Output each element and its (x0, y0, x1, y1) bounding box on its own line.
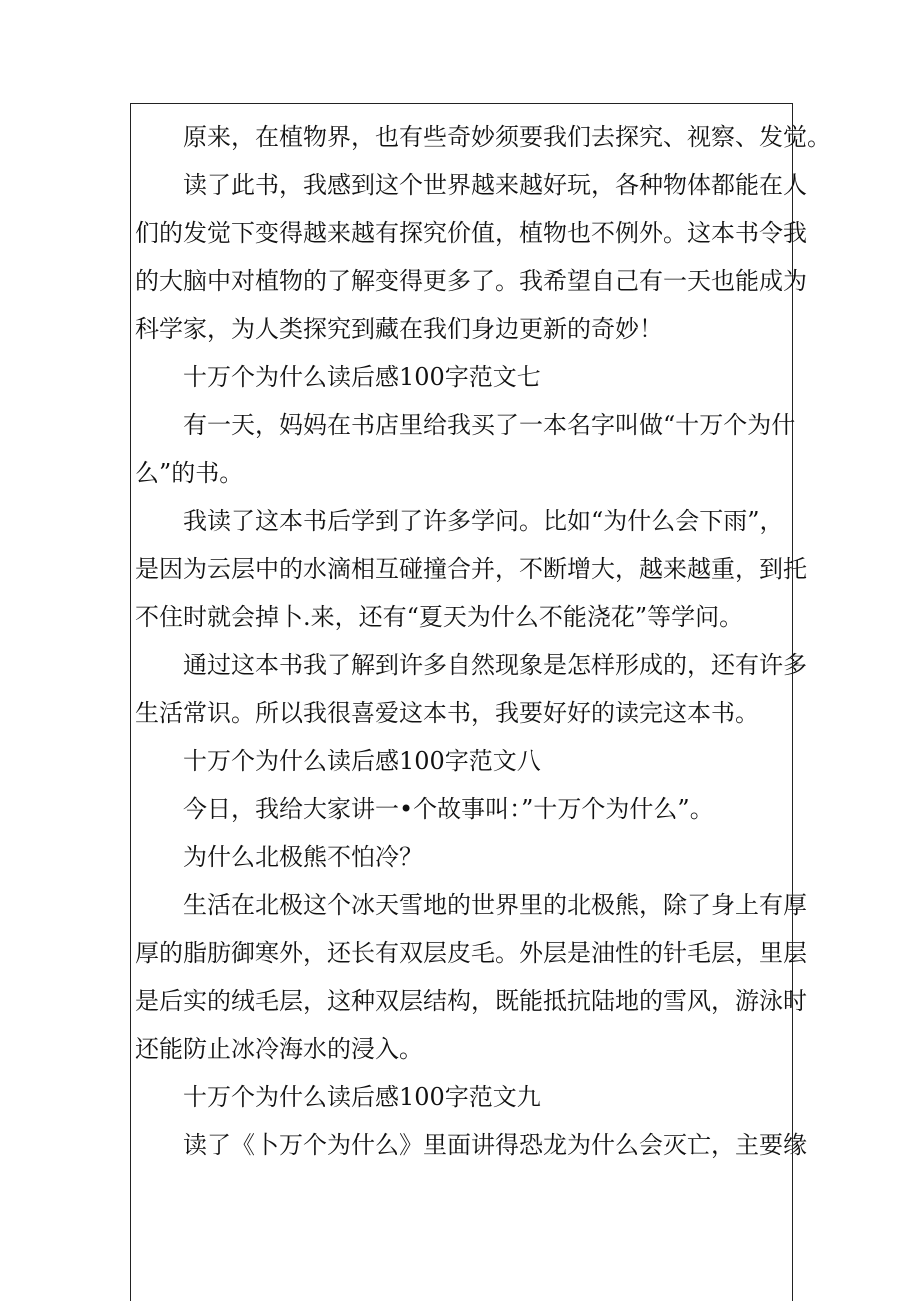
section-heading: 十万个为什么读后感100字范文七 (183, 363, 541, 391)
text-line: 生活在北极这个冰天雪地的世界里的北极熊，除了身上有厚 (183, 891, 807, 919)
text-line: 我读了这本书后学到了许多学问。比如“为什么会下雨”， (183, 507, 784, 535)
text-line: 不住时就会掉卜.来，还有“夏天为什么不能浇花”等学问。 (135, 603, 744, 631)
text-line: 科学家，为人类探究到藏在我们身边更新的奇妙！ (135, 315, 663, 343)
text-line: 有一天，妈妈在书店里给我买了一本名字叫做“十万个为什 (183, 411, 796, 439)
text-line: 还能防止冰冷海水的浸入。 (135, 1035, 423, 1063)
section-heading: 十万个为什么读后感100字范文九 (183, 1083, 541, 1111)
text-line: 是后实的绒毛层，这种双层结构，既能抵抗陆地的雪风，游泳时 (135, 987, 807, 1015)
text-line: 的大脑中对植物的了解变得更多了。我希望自己有一天也能成为 (135, 267, 807, 295)
section-heading: 十万个为什么读后感100字范文八 (183, 747, 541, 775)
text-line: 读了《卜万个为什么》里面讲得恐龙为什么会灭亡，主要缘 (183, 1131, 807, 1159)
text-line: 是因为云层中的水滴相互碰撞合并，不断增大，越来越重，到托 (135, 555, 807, 583)
text-line: 读了此书，我感到这个世界越来越好玩，各种物体都能在人 (183, 171, 807, 199)
text-line: 今日，我给大家讲一•个故事叫：”十万个为什么”。 (183, 795, 714, 823)
document-body (135, 113, 831, 1169)
text-line: 么”的书。 (135, 459, 244, 487)
text-line: 厚的脂肪御寒外，还长有双层皮毛。外层是油性的针毛层，里层 (135, 939, 807, 967)
text-line: 原来，在植物界，也有些奇妙须要我们去探究、视察、发觉。 (183, 123, 831, 151)
text-line: 通过这本书我了解到许多自然现象是怎样形成的，还有许多 (183, 651, 807, 679)
text-line: 们的发觉下变得越来越有探究价值，植物也不例外。这本书令我 (135, 219, 807, 247)
text-line: 生活常识。所以我很喜爱这本书，我要好好的读完这本书。 (135, 699, 759, 727)
text-line: 为什么北极熊不怕冷？ (183, 843, 423, 871)
